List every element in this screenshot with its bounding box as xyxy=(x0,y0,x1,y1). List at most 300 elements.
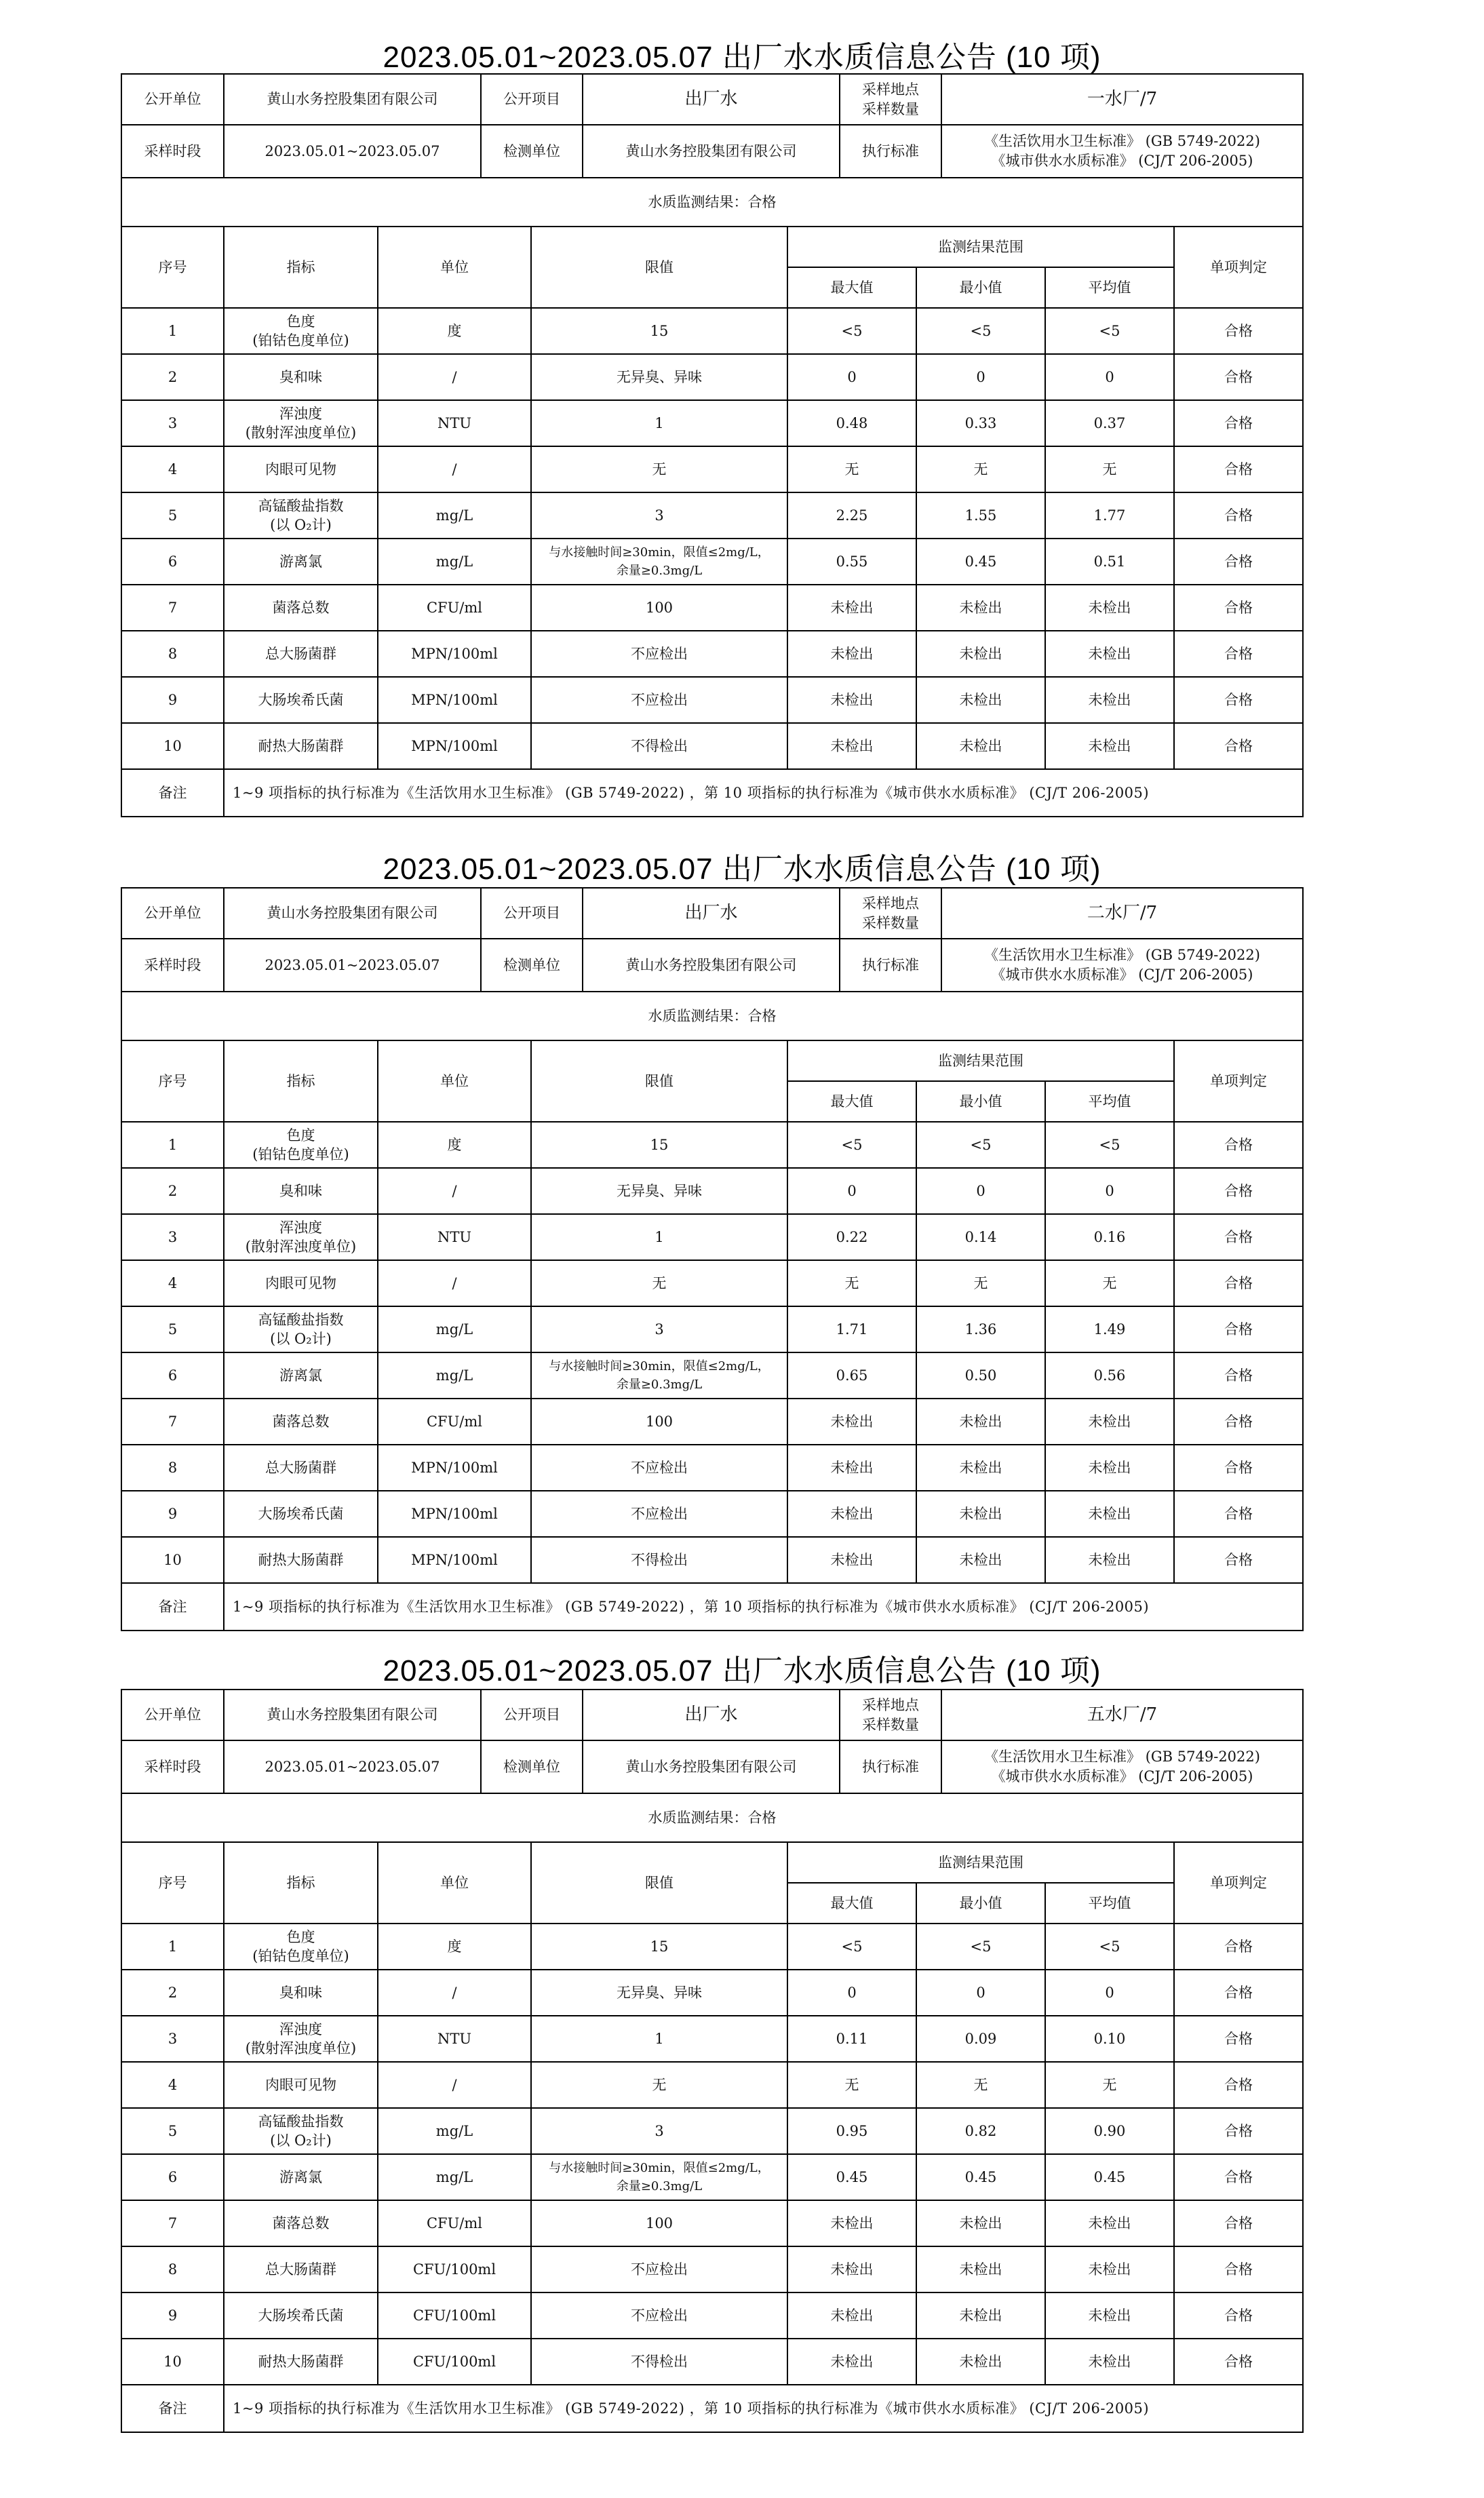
row-number: 7 xyxy=(121,2200,224,2246)
limit-cell xyxy=(531,2154,787,2200)
limit-value: 与水接触时间≥30min，限值≤2mg/L， xyxy=(549,545,770,560)
unit-cell: 度 xyxy=(378,1924,531,1970)
unit-cell: MPN/100ml xyxy=(378,1491,531,1537)
table-row xyxy=(121,2292,1303,2339)
max-value: 未检出 xyxy=(787,2246,916,2292)
disclosure-unit-value: 黄山水务控股集团有限公司 xyxy=(224,74,481,125)
row-number: 2 xyxy=(121,1970,224,2016)
standard-value-line-2: 《城市供水水质标准》 (CJ/T 206-2005) xyxy=(991,967,1253,983)
note-text: 1~9 项指标的执行标准为《生活饮用水卫生标准》 (GB 5749-2022) ，第 10 项指标的执行标准为《城市供水水质标准》 (CJ/T 206-2005) xyxy=(224,1583,1303,1631)
indicator-cell xyxy=(224,308,378,354)
testing-unit-label: 检测单位 xyxy=(481,939,583,992)
disclosure-unit-label: 公开单位 xyxy=(121,1690,224,1740)
indicator-cell xyxy=(224,1122,378,1168)
limit-cell xyxy=(531,1214,787,1260)
overall-result-row xyxy=(121,178,1303,227)
table-row xyxy=(121,677,1303,723)
verdict-value: 合格 xyxy=(1174,723,1303,769)
disclosure-item-value: 出厂水 xyxy=(583,888,840,939)
standard-label: 执行标准 xyxy=(840,939,941,992)
header-limit: 限值 xyxy=(531,1040,787,1122)
limit-value: 100 xyxy=(645,1413,673,1430)
indicator-name: 菌落总数 xyxy=(272,1413,330,1430)
indicator-cell xyxy=(224,400,378,446)
row-number: 8 xyxy=(121,2246,224,2292)
limit-value: 15 xyxy=(650,1136,669,1153)
meta-row-2 xyxy=(121,125,1303,178)
limit-value: 15 xyxy=(650,322,669,339)
indicator-name: 肉眼可见物 xyxy=(265,1274,336,1291)
report-title: 2023.05.01~2023.05.07 出厂水水质信息公告 (10 项) xyxy=(383,853,1101,886)
max-value: 0.22 xyxy=(787,1214,916,1260)
standard-value xyxy=(941,125,1303,178)
row-number: 7 xyxy=(121,1399,224,1445)
report-title: 2023.05.01~2023.05.07 出厂水水质信息公告 (10 项) xyxy=(383,1654,1101,1687)
limit-cell xyxy=(531,400,787,446)
max-value: 0 xyxy=(787,1970,916,2016)
table-row xyxy=(121,1352,1303,1399)
indicator-name: 色度 xyxy=(286,1928,315,1945)
indicator-name: 游离氯 xyxy=(279,2168,322,2185)
min-value: 未检出 xyxy=(916,631,1045,677)
limit-value: 100 xyxy=(645,2214,673,2231)
table-row xyxy=(121,2016,1303,2062)
row-number: 6 xyxy=(121,539,224,585)
verdict-value: 合格 xyxy=(1174,1537,1303,1583)
indicator-cell xyxy=(224,2339,378,2385)
report-table-wrapper xyxy=(121,887,1302,1631)
max-value: 未检出 xyxy=(787,631,916,677)
verdict-value: 合格 xyxy=(1174,2108,1303,2154)
standard-label: 执行标准 xyxy=(840,1740,941,1793)
table-row xyxy=(121,2154,1303,2200)
table-row xyxy=(121,2108,1303,2154)
disclosure-unit-value: 黄山水务控股集团有限公司 xyxy=(224,1690,481,1740)
limit-value: 不得检出 xyxy=(631,1551,688,1568)
sampling-period-value: 2023.05.01~2023.05.07 xyxy=(224,1740,481,1793)
min-value: 无 xyxy=(916,446,1045,492)
unit-cell: MPN/100ml xyxy=(378,1537,531,1583)
indicator-cell xyxy=(224,492,378,539)
max-value: 0 xyxy=(787,354,916,400)
limit-value: 1 xyxy=(655,414,664,431)
header-indicator: 指标 xyxy=(224,1040,378,1122)
indicator-name: 游离氯 xyxy=(279,553,322,570)
row-number: 4 xyxy=(121,2062,224,2108)
indicator-cell xyxy=(224,2154,378,2200)
header-limit: 限值 xyxy=(531,1842,787,1924)
header-max: 最大值 xyxy=(787,1883,916,1924)
unit-cell: MPN/100ml xyxy=(378,677,531,723)
verdict-value: 合格 xyxy=(1174,1445,1303,1491)
avg-value: 未检出 xyxy=(1045,1491,1174,1537)
row-number: 1 xyxy=(121,1924,224,1970)
indicator-name: 菌落总数 xyxy=(272,2214,330,2231)
max-value: 未检出 xyxy=(787,585,916,631)
indicator-subtitle: (以 O₂计) xyxy=(270,517,332,533)
avg-value: <5 xyxy=(1045,308,1174,354)
verdict-value: 合格 xyxy=(1174,2200,1303,2246)
avg-value: 0.10 xyxy=(1045,2016,1174,2062)
max-value: 未检出 xyxy=(787,1537,916,1583)
row-number: 5 xyxy=(121,1306,224,1352)
limit-value: 不应检出 xyxy=(631,1505,688,1522)
testing-unit-value: 黄山水务控股集团有限公司 xyxy=(583,125,840,178)
avg-value: 未检出 xyxy=(1045,2246,1174,2292)
unit-cell: CFU/ml xyxy=(378,585,531,631)
row-number: 5 xyxy=(121,2108,224,2154)
avg-value: 0 xyxy=(1045,1168,1174,1214)
verdict-value: 合格 xyxy=(1174,631,1303,677)
unit-cell: mg/L xyxy=(378,2108,531,2154)
limit-value: 15 xyxy=(650,1938,669,1955)
limit-cell xyxy=(531,539,787,585)
avg-value: 未检出 xyxy=(1045,585,1174,631)
indicator-cell xyxy=(224,1399,378,1445)
unit-cell: CFU/100ml xyxy=(378,2339,531,2385)
min-value: 无 xyxy=(916,2062,1045,2108)
limit-cell xyxy=(531,354,787,400)
min-value: 0.50 xyxy=(916,1352,1045,1399)
limit-value: 3 xyxy=(655,2122,664,2139)
row-number: 3 xyxy=(121,1214,224,1260)
disclosure-unit-value: 黄山水务控股集团有限公司 xyxy=(224,888,481,939)
standard-value-line-1: 《生活饮用水卫生标准》 (GB 5749-2022) xyxy=(984,946,1260,963)
indicator-subtitle: (散射浑浊度单位) xyxy=(245,2040,357,2056)
min-value: 未检出 xyxy=(916,1491,1045,1537)
indicator-name: 游离氯 xyxy=(279,1367,322,1384)
limit-cell xyxy=(531,1306,787,1352)
avg-value: 0.51 xyxy=(1045,539,1174,585)
unit-cell: mg/L xyxy=(378,539,531,585)
indicator-cell xyxy=(224,446,378,492)
meta-row-1 xyxy=(121,74,1303,125)
max-value: 1.71 xyxy=(787,1306,916,1352)
min-value: <5 xyxy=(916,308,1045,354)
limit-value: 不得检出 xyxy=(631,2353,688,2370)
indicator-subtitle: (以 O₂计) xyxy=(270,1331,332,1347)
testing-unit-value: 黄山水务控股集团有限公司 xyxy=(583,939,840,992)
min-value: 0.33 xyxy=(916,400,1045,446)
min-value: 未检出 xyxy=(916,2339,1045,2385)
verdict-value: 合格 xyxy=(1174,400,1303,446)
verdict-value: 合格 xyxy=(1174,1260,1303,1306)
header-result-range: 监测结果范围 xyxy=(787,227,1174,267)
limit-cell xyxy=(531,2062,787,2108)
unit-cell: / xyxy=(378,446,531,492)
table-row xyxy=(121,2062,1303,2108)
min-value: 未检出 xyxy=(916,1445,1045,1491)
note-row xyxy=(121,769,1303,817)
note-label: 备注 xyxy=(121,1583,224,1631)
row-number: 7 xyxy=(121,585,224,631)
unit-cell: / xyxy=(378,1970,531,2016)
disclosure-item-label: 公开项目 xyxy=(481,1690,583,1740)
sampling-site-label-line-1: 采样地点 xyxy=(862,895,919,912)
min-value: 无 xyxy=(916,1260,1045,1306)
avg-value: 未检出 xyxy=(1045,723,1174,769)
sampling-site-value: 二水厂/7 xyxy=(941,888,1303,939)
unit-cell: mg/L xyxy=(378,1306,531,1352)
indicator-name: 总大肠菌群 xyxy=(265,1459,336,1476)
min-value: 0.14 xyxy=(916,1214,1045,1260)
min-value: 未检出 xyxy=(916,677,1045,723)
limit-cell xyxy=(531,1970,787,2016)
limit-value: 1 xyxy=(655,2030,664,2047)
avg-value: 未检出 xyxy=(1045,2292,1174,2339)
verdict-value: 合格 xyxy=(1174,2016,1303,2062)
verdict-value: 合格 xyxy=(1174,1122,1303,1168)
table-row xyxy=(121,631,1303,677)
standard-value-line-2: 《城市供水水质标准》 (CJ/T 206-2005) xyxy=(991,1768,1253,1784)
verdict-value: 合格 xyxy=(1174,539,1303,585)
limit-value: 不得检出 xyxy=(631,737,688,754)
min-value: 0.45 xyxy=(916,539,1045,585)
unit-cell: MPN/100ml xyxy=(378,723,531,769)
limit-value: 不应检出 xyxy=(631,1459,688,1476)
limit-value: 无 xyxy=(652,1274,667,1291)
header-no: 序号 xyxy=(121,1040,224,1122)
row-number: 8 xyxy=(121,631,224,677)
verdict-value: 合格 xyxy=(1174,1306,1303,1352)
header-no: 序号 xyxy=(121,1842,224,1924)
header-indicator: 指标 xyxy=(224,227,378,308)
header-no: 序号 xyxy=(121,227,224,308)
indicator-cell xyxy=(224,1260,378,1306)
limit-value-line-2: 余量≥0.3mg/L xyxy=(616,2179,703,2193)
unit-cell: / xyxy=(378,1168,531,1214)
indicator-name: 耐热大肠菌群 xyxy=(258,1551,344,1568)
standard-value-line-1: 《生活饮用水卫生标准》 (GB 5749-2022) xyxy=(984,132,1260,149)
testing-unit-label: 检测单位 xyxy=(481,1740,583,1793)
limit-cell xyxy=(531,1399,787,1445)
avg-value: 未检出 xyxy=(1045,631,1174,677)
header-indicator: 指标 xyxy=(224,1842,378,1924)
verdict-value: 合格 xyxy=(1174,1399,1303,1445)
indicator-cell xyxy=(224,539,378,585)
limit-cell xyxy=(531,2108,787,2154)
report-table-wrapper xyxy=(121,1689,1302,2433)
min-value: 0 xyxy=(916,354,1045,400)
table-row xyxy=(121,1214,1303,1260)
table-row xyxy=(121,400,1303,446)
results-table xyxy=(121,991,1304,1631)
table-row xyxy=(121,2246,1303,2292)
limit-value: 无异臭、异味 xyxy=(617,1182,702,1199)
row-number: 6 xyxy=(121,2154,224,2200)
disclosure-item-value: 出厂水 xyxy=(583,1690,840,1740)
row-number: 1 xyxy=(121,1122,224,1168)
indicator-name: 高锰酸盐指数 xyxy=(258,1311,344,1328)
indicator-name: 耐热大肠菌群 xyxy=(258,737,344,754)
row-number: 1 xyxy=(121,308,224,354)
row-number: 10 xyxy=(121,723,224,769)
indicator-name: 耐热大肠菌群 xyxy=(258,2353,344,2370)
row-number: 6 xyxy=(121,1352,224,1399)
avg-value: 0 xyxy=(1045,354,1174,400)
min-value: 未检出 xyxy=(916,1537,1045,1583)
max-value: 未检出 xyxy=(787,2339,916,2385)
indicator-cell xyxy=(224,631,378,677)
header-verdict: 单项判定 xyxy=(1174,1842,1303,1924)
indicator-cell xyxy=(224,1352,378,1399)
verdict-value: 合格 xyxy=(1174,492,1303,539)
table-row xyxy=(121,492,1303,539)
max-value: 未检出 xyxy=(787,677,916,723)
max-value: 无 xyxy=(787,2062,916,2108)
indicator-name: 浑浊度 xyxy=(279,2021,322,2037)
sampling-period-value: 2023.05.01~2023.05.07 xyxy=(224,125,481,178)
sampling-site-label-line-1: 采样地点 xyxy=(862,1697,919,1714)
verdict-value: 合格 xyxy=(1174,1491,1303,1537)
row-number: 4 xyxy=(121,446,224,492)
avg-value: <5 xyxy=(1045,1924,1174,1970)
unit-cell: mg/L xyxy=(378,2154,531,2200)
sampling-site-value: 五水厂/7 xyxy=(941,1690,1303,1740)
indicator-cell xyxy=(224,354,378,400)
header-avg: 平均值 xyxy=(1045,1081,1174,1122)
indicator-cell xyxy=(224,1445,378,1491)
min-value: 0.45 xyxy=(916,2154,1045,2200)
min-value: 未检出 xyxy=(916,723,1045,769)
table-row xyxy=(121,1537,1303,1583)
indicator-cell xyxy=(224,677,378,723)
verdict-value: 合格 xyxy=(1174,1970,1303,2016)
verdict-value: 合格 xyxy=(1174,677,1303,723)
standard-value xyxy=(941,1740,1303,1793)
row-number: 4 xyxy=(121,1260,224,1306)
disclosure-unit-label: 公开单位 xyxy=(121,888,224,939)
max-value: 0.45 xyxy=(787,2154,916,2200)
unit-cell: CFU/ml xyxy=(378,1399,531,1445)
sampling-site-value: 一水厂/7 xyxy=(941,74,1303,125)
indicator-name: 高锰酸盐指数 xyxy=(258,2113,344,2130)
indicator-subtitle: (散射浑浊度单位) xyxy=(245,1238,357,1255)
disclosure-item-label: 公开项目 xyxy=(481,888,583,939)
min-value: 0 xyxy=(916,1168,1045,1214)
limit-cell xyxy=(531,631,787,677)
indicator-cell xyxy=(224,723,378,769)
indicator-name: 总大肠菌群 xyxy=(265,2261,336,2278)
indicator-name: 臭和味 xyxy=(279,1984,322,2001)
limit-value: 无异臭、异味 xyxy=(617,1984,702,2001)
limit-value: 3 xyxy=(655,507,664,524)
note-row xyxy=(121,1583,1303,1631)
limit-cell xyxy=(531,308,787,354)
verdict-value: 合格 xyxy=(1174,2062,1303,2108)
max-value: 未检出 xyxy=(787,1445,916,1491)
header-verdict: 单项判定 xyxy=(1174,1040,1303,1122)
avg-value: 0.16 xyxy=(1045,1214,1174,1260)
max-value: 未检出 xyxy=(787,2292,916,2339)
testing-unit-label: 检测单位 xyxy=(481,125,583,178)
limit-cell xyxy=(531,677,787,723)
limit-value: 1 xyxy=(655,1228,664,1245)
verdict-value: 合格 xyxy=(1174,1214,1303,1260)
avg-value: 0.37 xyxy=(1045,400,1174,446)
header-result-range: 监测结果范围 xyxy=(787,1842,1174,1883)
header-unit: 单位 xyxy=(378,1040,531,1122)
report-title: 2023.05.01~2023.05.07 出厂水水质信息公告 (10 项) xyxy=(383,41,1101,74)
max-value: 未检出 xyxy=(787,1491,916,1537)
indicator-name: 高锰酸盐指数 xyxy=(258,497,344,514)
limit-cell xyxy=(531,585,787,631)
indicator-cell xyxy=(224,2200,378,2246)
limit-cell xyxy=(531,2292,787,2339)
row-number: 10 xyxy=(121,2339,224,2385)
limit-value: 与水接触时间≥30min，限值≤2mg/L， xyxy=(549,1359,770,1373)
indicator-subtitle: (铂钴色度单位) xyxy=(252,1948,349,1964)
unit-cell: NTU xyxy=(378,400,531,446)
row-number: 3 xyxy=(121,2016,224,2062)
indicator-name: 菌落总数 xyxy=(272,599,330,616)
max-value: 0.11 xyxy=(787,2016,916,2062)
sampling-site-label xyxy=(840,1690,941,1740)
indicator-cell xyxy=(224,1491,378,1537)
testing-unit-value: 黄山水务控股集团有限公司 xyxy=(583,1740,840,1793)
overall-result: 水质监测结果：合格 xyxy=(121,992,1303,1040)
min-value: <5 xyxy=(916,1122,1045,1168)
avg-value: 0.90 xyxy=(1045,2108,1174,2154)
note-label: 备注 xyxy=(121,769,224,817)
min-value: 未检出 xyxy=(916,1399,1045,1445)
sampling-site-label xyxy=(840,74,941,125)
avg-value: 无 xyxy=(1045,446,1174,492)
unit-cell: / xyxy=(378,354,531,400)
avg-value: 无 xyxy=(1045,2062,1174,2108)
unit-cell: / xyxy=(378,1260,531,1306)
table-row xyxy=(121,1491,1303,1537)
header-row-1 xyxy=(121,227,1303,267)
limit-value: 不应检出 xyxy=(631,691,688,708)
standard-label: 执行标准 xyxy=(840,125,941,178)
header-min: 最小值 xyxy=(916,1883,1045,1924)
overall-result: 水质监测结果：合格 xyxy=(121,1793,1303,1842)
indicator-name: 总大肠菌群 xyxy=(265,645,336,662)
overall-result-row xyxy=(121,992,1303,1040)
header-row-1 xyxy=(121,1040,1303,1081)
min-value: <5 xyxy=(916,1924,1045,1970)
indicator-name: 臭和味 xyxy=(279,1182,322,1199)
min-value: 0.82 xyxy=(916,2108,1045,2154)
max-value: 未检出 xyxy=(787,2200,916,2246)
table-row xyxy=(121,1168,1303,1214)
meta-row-1 xyxy=(121,1690,1303,1740)
max-value: 2.25 xyxy=(787,492,916,539)
max-value: 未检出 xyxy=(787,1399,916,1445)
max-value: <5 xyxy=(787,308,916,354)
standard-value-line-2: 《城市供水水质标准》 (CJ/T 206-2005) xyxy=(991,153,1253,169)
table-row xyxy=(121,2339,1303,2385)
avg-value: 0.45 xyxy=(1045,2154,1174,2200)
avg-value: <5 xyxy=(1045,1122,1174,1168)
meta-table xyxy=(121,887,1304,992)
indicator-cell xyxy=(224,2246,378,2292)
verdict-value: 合格 xyxy=(1174,1924,1303,1970)
report-table-wrapper xyxy=(121,73,1302,817)
indicator-subtitle: (以 O₂计) xyxy=(270,2132,332,2149)
max-value: 无 xyxy=(787,1260,916,1306)
row-number: 5 xyxy=(121,492,224,539)
indicator-subtitle: (铂钴色度单位) xyxy=(252,1146,349,1163)
unit-cell: CFU/100ml xyxy=(378,2246,531,2292)
unit-cell: NTU xyxy=(378,1214,531,1260)
row-number: 2 xyxy=(121,1168,224,1214)
indicator-cell xyxy=(224,1970,378,2016)
sampling-count-label: 采样数量 xyxy=(862,100,919,117)
indicator-cell xyxy=(224,1537,378,1583)
limit-value: 不应检出 xyxy=(631,2307,688,2324)
